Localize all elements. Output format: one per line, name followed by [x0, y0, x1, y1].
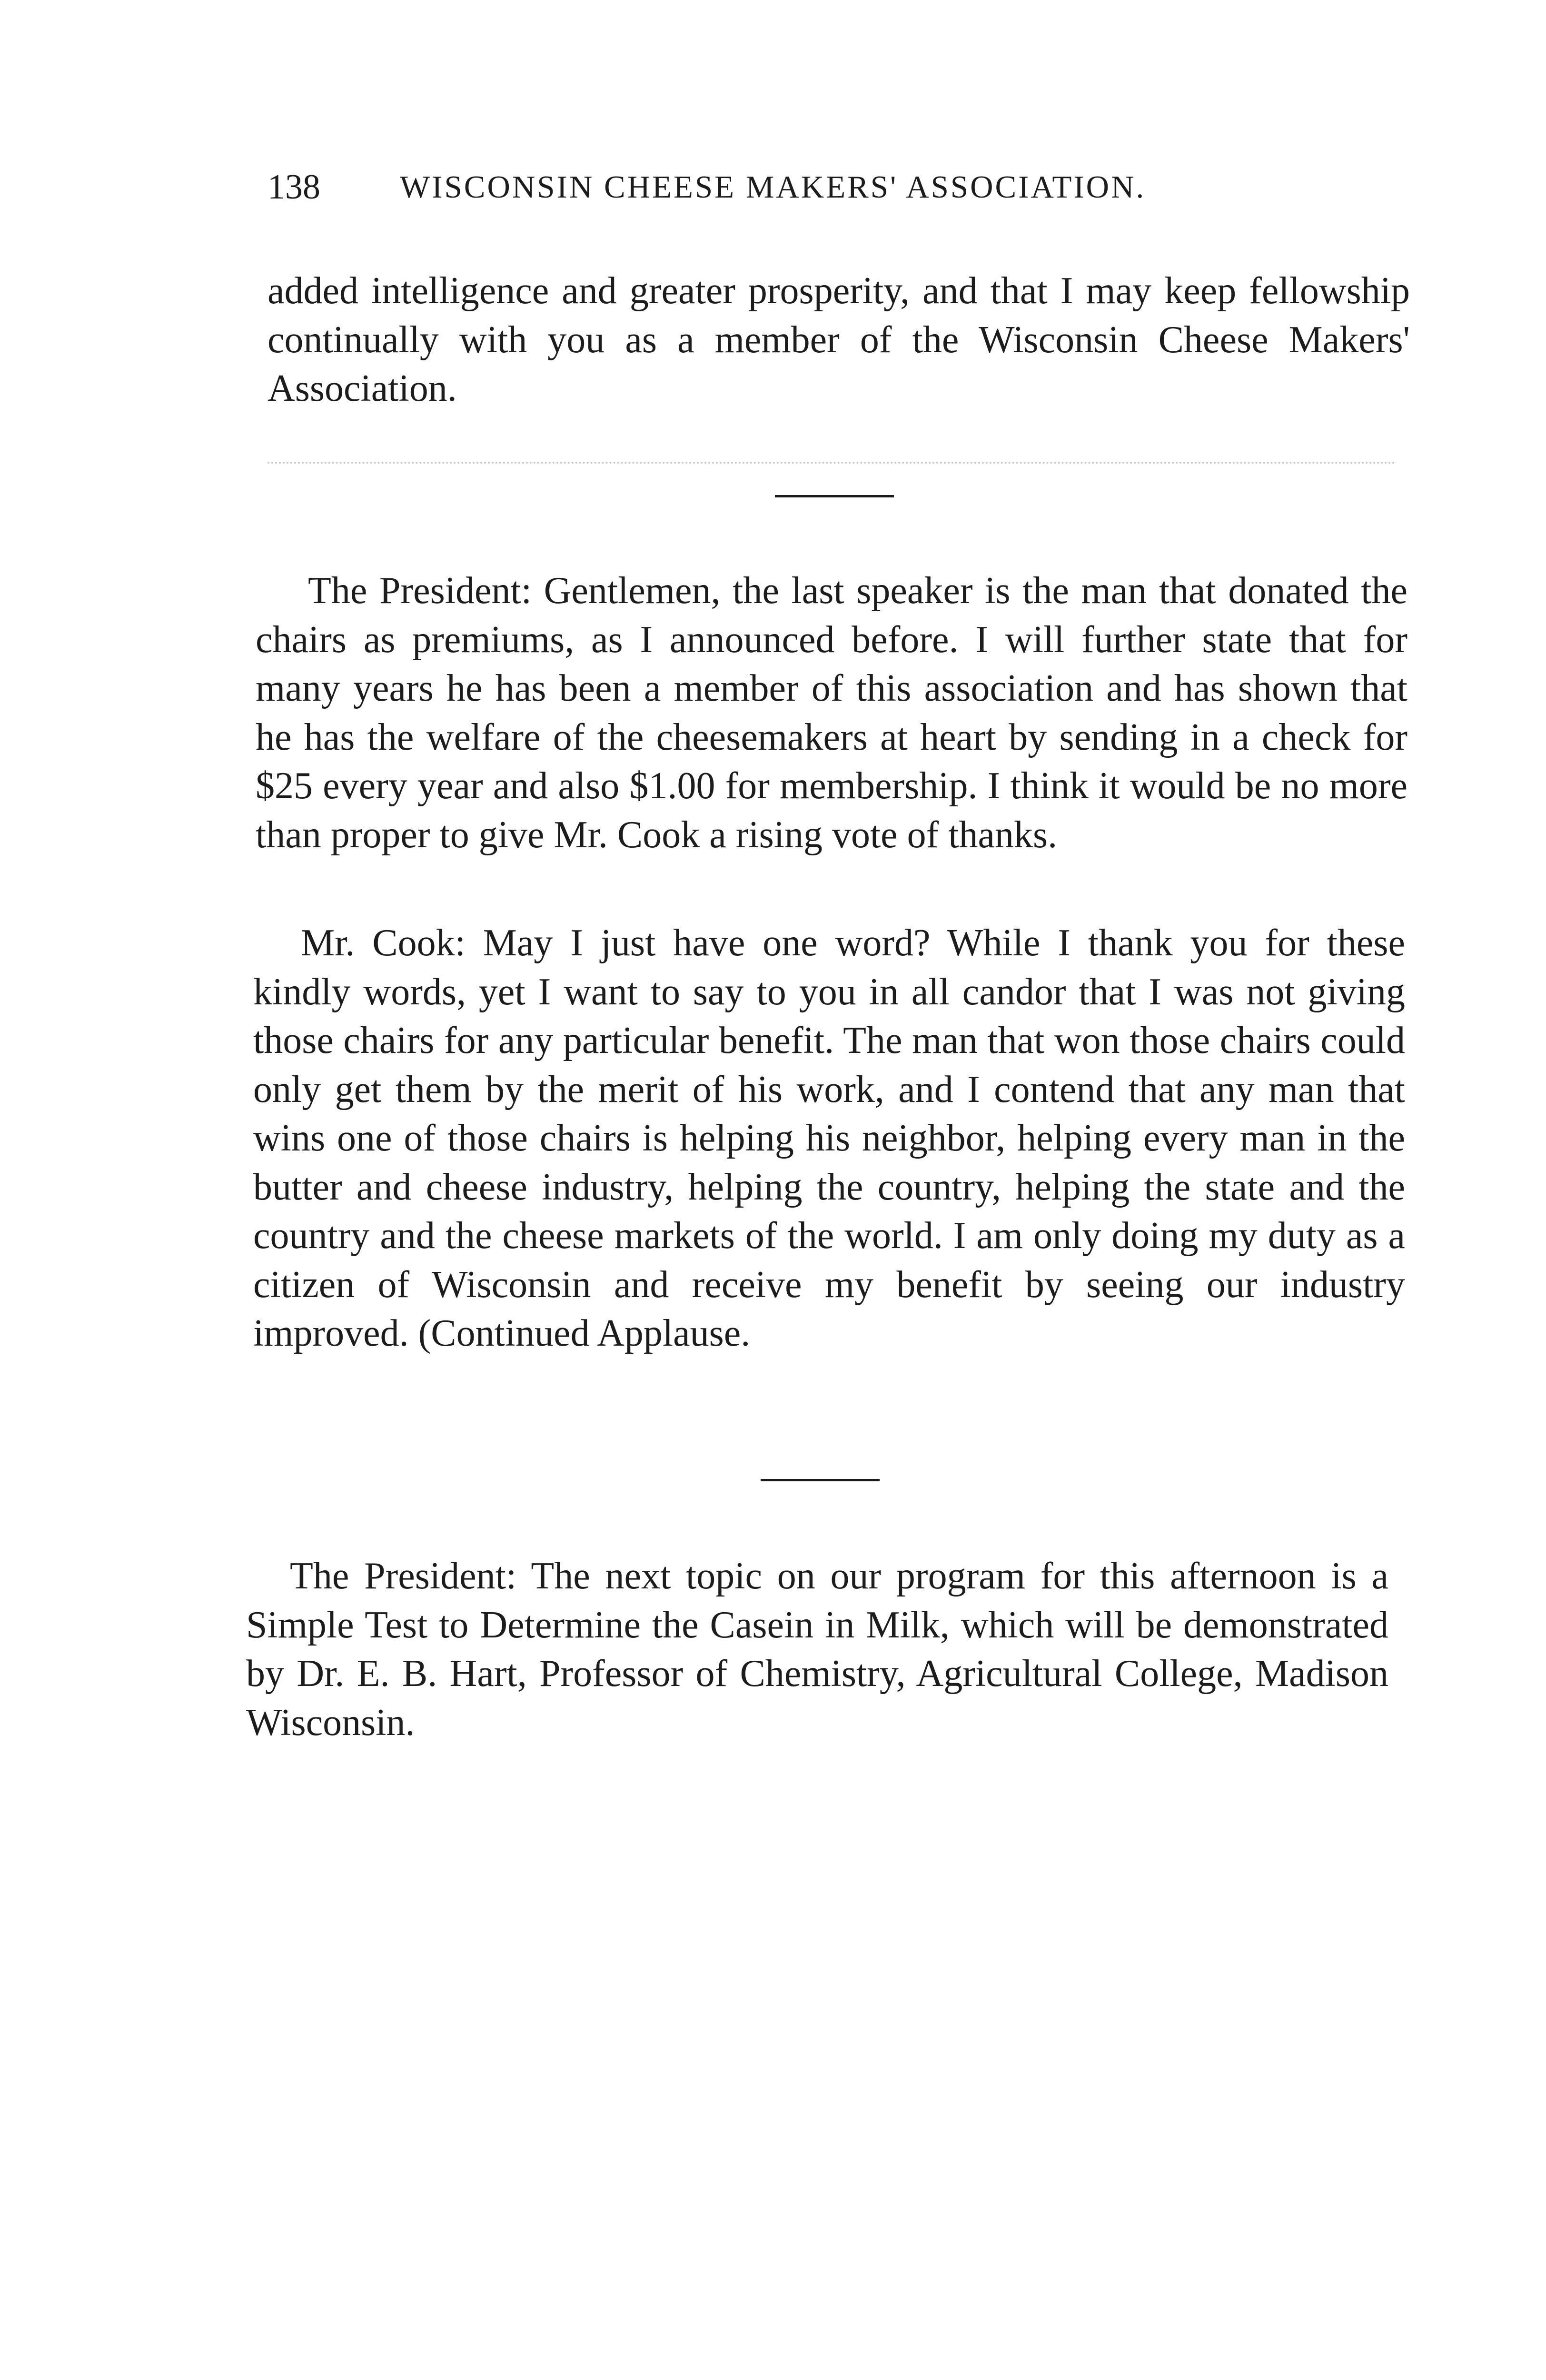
page-header: [268, 161, 1272, 213]
paragraph-mr-cook-reply: Mr. Cook: May I just have one word? While I thank you for these kindly words, yet I want to say to you in all candor that I was not giving those chairs for any particular benefit. The man that won those chairs could only get them by the merit of his work, and I contend that any man that wins one of those chairs is helping his neighbor, helping every man in the butter and cheese industry, helping the country, helping the state and the country and the cheese markets of the world. I am only doing my duty as a citizen of Wisconsin and receive my benefit by seeing our industry improved. (Continued Applause.: [253, 922, 1405, 1354]
section-divider: [761, 1479, 880, 1481]
paragraph-closing-remarks: added intelligence and greater prosperity, and that I may keep fellowship continually with you as a member of the Wisconsin Cheese Makers' Association.: [268, 270, 1410, 409]
faint-dotted-line: [268, 462, 1396, 464]
page-number: 138: [268, 168, 320, 207]
section-divider: [775, 495, 894, 497]
paragraph-president-thanks: The President: Gentlemen, the last speaker is the man that donated the chairs as premiums, as I announced before. I will further state that for many years he has been a member of this association and has shown that he has the welfare of the cheesemakers at heart by sending in a check for $25 every year and also $1.00 for membership. I think it would be no more than proper to give Mr. Cook a rising vote of thanks.: [256, 570, 1407, 856]
running-head: WISCONSIN CHEESE MAKERS' ASSOCIATION.: [400, 169, 1146, 205]
paragraph-president-next-topic: The President: The next topic on our program for this afternoon is a Simple Test to Determine the Casein in Milk, which will be demonstrated by Dr. E. B. Hart, Professor of Chemistry, Agricultural College, Madison Wisconsin.: [246, 1555, 1388, 1744]
